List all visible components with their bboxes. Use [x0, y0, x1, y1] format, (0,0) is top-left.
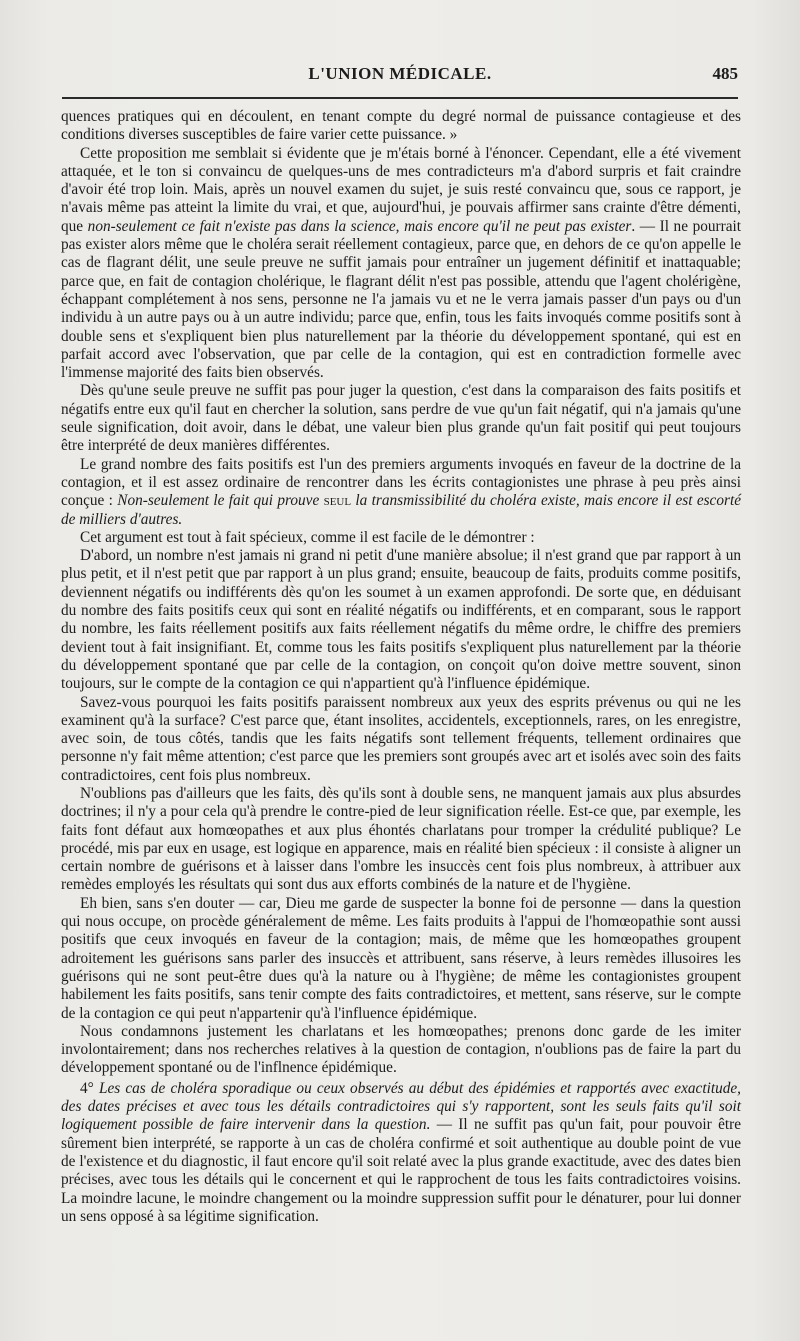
small-caps-text: seul	[323, 492, 352, 510]
text-run: Cet argument est tout à fait spécieux, comme il est facile de le démontrer :	[80, 528, 535, 546]
italic-text: Les cas de choléra sporadique ou ceux observés au début des épidémies et rapportés avec exactitude, des dates précises et avec tous les détails contradictoires qui s'y rapportent, sont les seuls faits qu'il soit logiquement possible de faire intervenir dans la question.	[61, 1079, 741, 1134]
running-header	[62, 62, 738, 86]
article-body	[61, 108, 741, 1226]
paragraph	[61, 694, 741, 785]
paragraph	[61, 529, 741, 547]
paragraph	[61, 1080, 741, 1226]
page-number: 485	[712, 64, 738, 83]
italic-text: Non-seulement le fait qui prouve	[117, 492, 324, 510]
italic-text: non-seulement ce fait n'existe pas dans la science, mais encore qu'il ne peut pas exister	[87, 217, 632, 235]
paragraph	[61, 108, 741, 145]
paragraph	[61, 456, 741, 529]
text-run: Eh bien, sans s'en douter — car, Dieu me garde de suspecter la bonne foi de personne — dans la question qui nous occupe, on procède généralement de même. Les faits produits à l'appui de l'homœopathie sont aussi positifs que ceux invoqués en faveur de la contagion; mais, de même que les homœopathes groupent adroitement les guérisons sans parler des insuccès et attribuent, sans réserve, à leurs remèdes illusoires les guérisons qui ne sont peut-être dues qu'à la nature ou à l'hygiène; de même les contagionistes groupent habilement les faits positifs, sans tenir compte des faits contradictoires, et mettent, sans réserve, sur le compte de la contagion ce qui peut n'appartenir qu'à l'influence épidémique.	[61, 894, 741, 1022]
text-run: Savez-vous pourquoi les faits positifs paraissent nombreux aux yeux des esprits prévenus ou qui ne les examinent qu'à la surface? C'est parce que, étant insolites, accidentels, exceptionnels, rares, on les enregistre, avec soin, de tous côtés, tandis que les faits négatifs sont tellement fréquents, tellement ordinaires que personne n'y fait même attention; c'est parce que les premiers sont groupés avec art et isolés avec soin des faits contradictoires, cent fois plus nombreux.	[61, 693, 741, 784]
text-run: Dès qu'une seule preuve ne suffit pas pour juger la question, c'est dans la comparaison des faits positifs et négatifs entre eux qu'il faut en chercher la solution, sans perdre de vue qu'un fait négatif, qui n'a jamais qu'une seule signification, doit avoir, dans le débat, une valeur bien plus grande qu'un fait positif qui peut toujours être interprété de deux manières différentes.	[61, 382, 741, 455]
text-run: quences pratiques qui en découlent, en tenant compte du degré normal de puissance contagieuse et des conditions diverses susceptibles de faire varier cette puissance. »	[61, 108, 741, 144]
text-run: N'oublions pas d'ailleurs que les faits, dès qu'ils sont à double sens, ne manquent jamais aux plus absurdes doctrines; il n'y a pour cela qu'à prendre le contre-pied de leur signification réelle. Est-ce que, par exemple, les faits font défaut aux homœopathes et aux plus éhontés charlatans pour tromper la crédulité publique? Le procédé, mis par eux en usage, est logique en apparence, mais en réalité bien spécieux : il consiste à aligner un certain nombre de guérisons et à laisser dans l'ombre les insuccès cent fois plus nombreux, à attribuer aux remèdes employés les résultats qui sont dus aux efforts combinés de la nature et de l'hygiène.	[61, 784, 741, 894]
text-run: Le grand nombre des faits positifs est l'un des premiers arguments invoqués en faveur de la doctrine de la contagion, et il est assez ordinaire de rencontrer dans les écrits contagionistes une phrase à peu près ainsi conçue :	[61, 455, 741, 510]
text-run: Cette proposition me semblait si évidente que je m'étais borné à l'énoncer. Cependant, elle a été vivement attaquée, et le ton si convaincu de quelques-uns de mes contradicteurs m'a d'abord surpris et fait craindre d'avoir été trop loin. Mais, après un nouvel examen du sujet, je suis resté convaincu que, sous ce rapport, je n'avais même pas atteint la limite du vrai, et que, aujourd'hui, je pouvais affirmer sans crainte d'être démenti, que	[61, 144, 741, 235]
paragraph	[61, 145, 741, 383]
paragraph	[61, 895, 741, 1023]
text-run: D'abord, un nombre n'est jamais ni grand ni petit d'une manière absolue; il n'est grand que par rapport à un plus petit, et il n'est petit que par rapport à un plus grand; ensuite, beaucoup de faits, produits comme positifs, deviennent négatifs ou indifférents dès qu'on les soumet à un examen approfondi. De sorte que, en déduisant du nombre des faits positifs ceux qui sont en réalité négatifs ou indifférents, et en comparant, sous le rapport du nombre, les faits réellement positifs aux faits réellement négatifs du même ordre, le chiffre des premiers devient tout à fait insignifiant. Et, comme tous les faits positifs s'expliquent plus naturellement par la théorie du développement spontané que par celle de la contagion, on conçoit qu'on doive mettre souvent, sinon toujours, sur le compte de la contagion ce qui n'appartient qu'à l'influence épidémique.	[61, 547, 741, 693]
text-run: . — Il ne pourrait pas exister alors même que le choléra serait réellement contagieux, parce que, en dehors de ce qu'on appelle le cas de flagrant délit, une seule preuve ne suffit jamais pour entraîner un jugement définitif et inattaquable; parce que, en fait de contagion cholérique, le flagrant délit n'est pas possible, attendu que l'agent cholérigène, échappant complétement à nos sens, personne ne l'a jamais vu et ne le verra jamais passer d'un pays ou d'un individu à un autre pays ou à un autre individu; parce que, enfin, tous les faits invoqués comme positifs sont à double sens et s'expliquent bien plus naturellement par la théorie du développement spontané, qui est en parfait accord avec l'observation, que par celle de la contagion, qui est en contradiction formelle avec l'immense majorité des faits bien observés.	[61, 217, 741, 382]
paragraph	[61, 1023, 741, 1078]
running-title: L'UNION MÉDICALE.	[308, 64, 492, 83]
italic-text: la transmissibilité du choléra existe, mais encore il est escorté de milliers d'autres.	[61, 492, 741, 528]
text-run: — Il ne suffit pas qu'un fait, pour pouvoir être sûrement bien interprété, se rapporte à un cas de choléra confirmé et soit authentique au double point de vue de l'existence et du diagnostic, il faut encore qu'il soit relaté avec la plus grande exactitude, avec des dates bien précises, avec tous les détails qui le concernent et qui le rapprochent de tous les faits contradictoires voisins. La moindre lacune, le moindre changement ou la moindre suppression suffit pour le dénaturer, pour lui donner un sens opposé à sa légitime signification.	[61, 1116, 741, 1225]
header-rule	[62, 97, 738, 99]
paragraph	[61, 382, 741, 455]
text-run: Nous condamnons justement les charlatans et les homœopathes; prenons donc garde de les imiter involontairement; dans nos recherches relatives à la question de contagion, n'oublions pas de faire la part du développement spontané ou de l'inflnence épidémique.	[61, 1022, 741, 1077]
text-run: 4°	[80, 1079, 99, 1097]
paragraph	[61, 547, 741, 693]
paragraph	[61, 785, 741, 895]
